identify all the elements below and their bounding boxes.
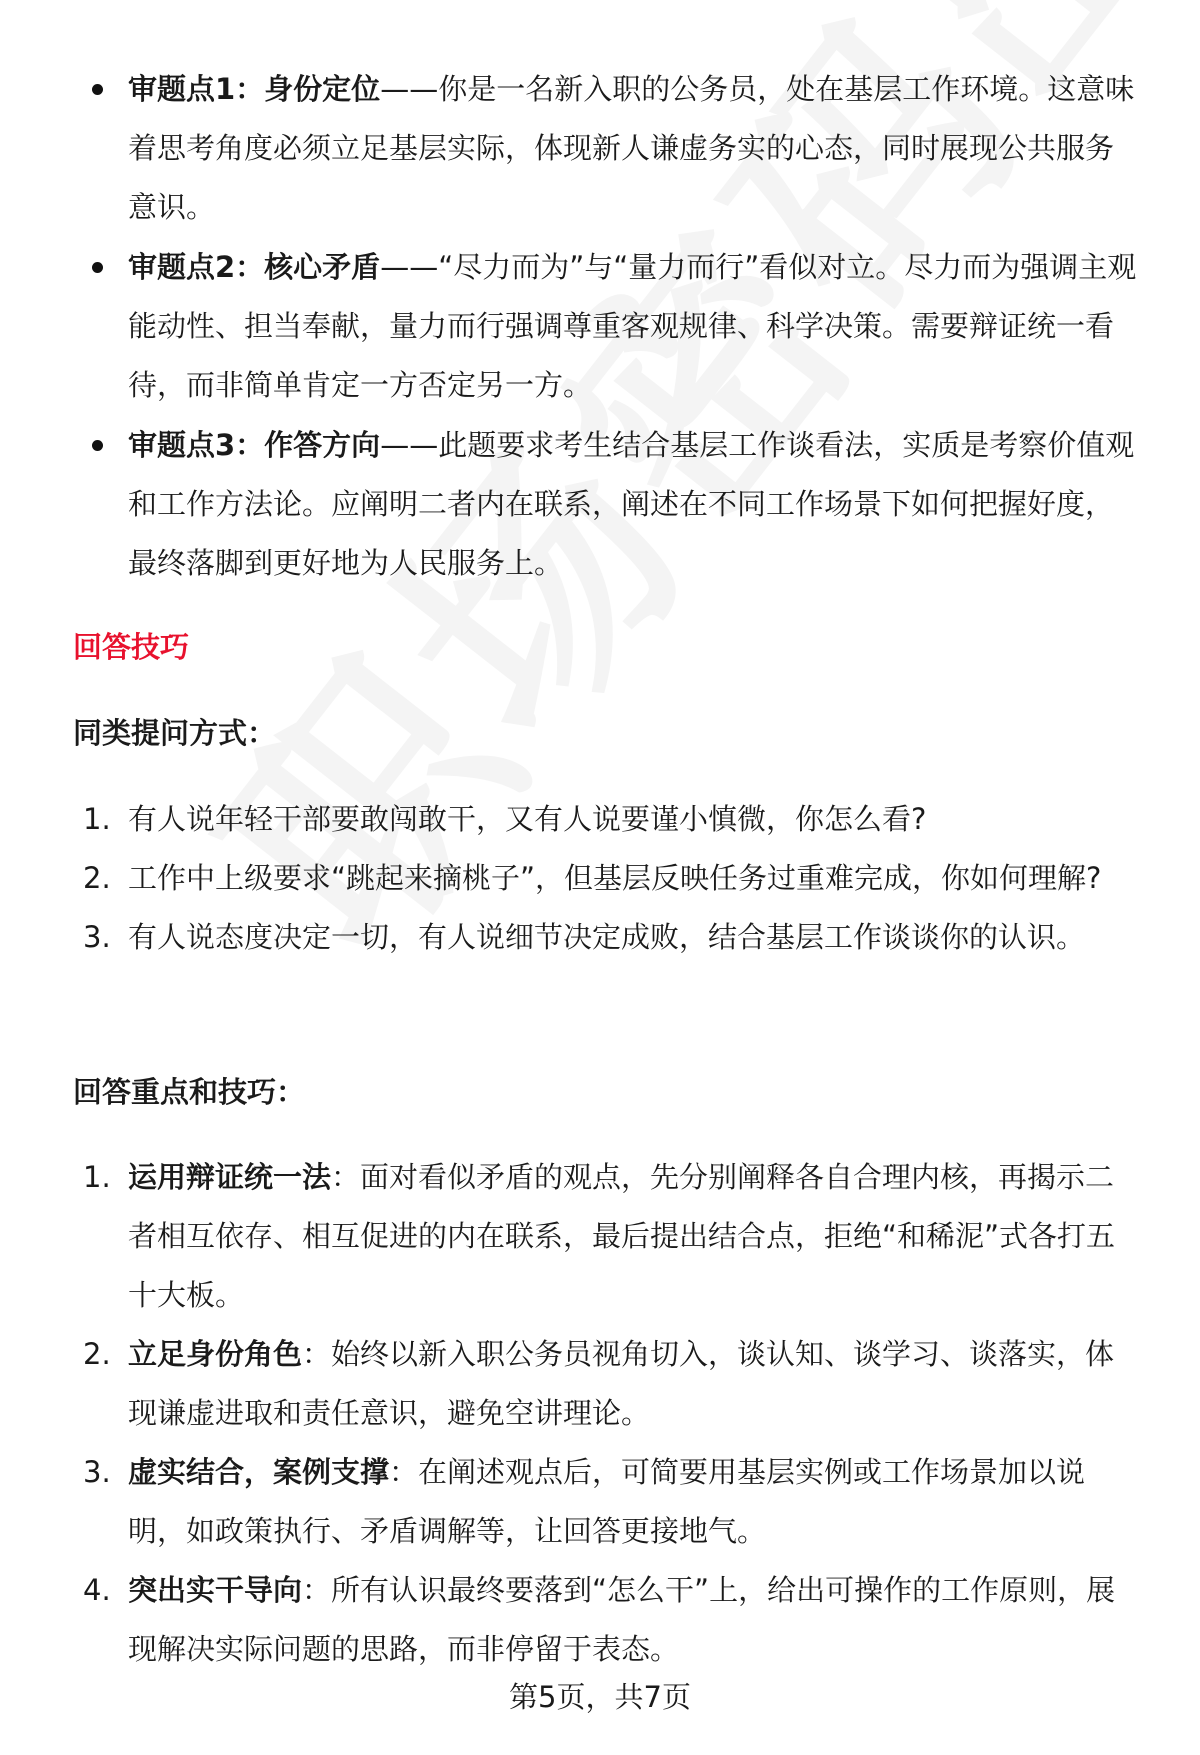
tip-label: 立足身份角色 [128,1337,303,1371]
page-number: 第5页，共7页 [509,1680,691,1714]
list-item [73,849,1143,908]
tip-text: ：面对看似矛盾的观点，先分别阐释各自合理内核，再揭示二者相互依存、相互促进的内在联系，最后提出结合点，拒绝“和稀泥”式各打五十大板。 [128,1160,1116,1312]
list-item [73,790,1143,849]
item-number: 2. [83,861,111,895]
tips-heading: 回答重点和技巧： [73,1075,306,1109]
analysis-points-list [92,60,1142,594]
tip-text: ：始终以新入职公务员视角切入，谈认知、谈学习、谈落实，体现谦虚进取和责任意识，避免空讲理论。 [128,1337,1115,1430]
tips-list [73,1148,1143,1679]
similar-questions-heading: 同类提问方式： [73,716,277,750]
list-item [73,1561,1143,1679]
list-item [92,60,1142,237]
list-item [73,1443,1143,1561]
list-item [73,1148,1143,1325]
item-number: 3. [83,920,111,954]
item-number: 1. [83,1160,111,1194]
tip-label: 运用辩证统一法 [128,1160,332,1194]
tip-label: 虚实结合，案例支撑 [128,1455,390,1489]
point-label: 审题点1：身份定位 [128,72,381,106]
item-text: 有人说年轻干部要敢闯敢干，又有人说要谨小慎微，你怎么看? [128,802,927,836]
point-label: 审题点2：核心矛盾 [128,250,381,284]
tip-text: ：所有认识最终要落到“怎么干”上，给出可操作的工作原则，展现解决实际问题的思路，而非停留于表态。 [128,1573,1116,1666]
list-item [92,416,1142,593]
item-text: 有人说态度决定一切，有人说细节决定成败，结合基层工作谈谈你的认识。 [128,920,1086,954]
tip-label: 突出实干导向 [128,1573,303,1607]
item-number: 3. [83,1455,111,1489]
section-title: 回答技巧 [73,630,190,664]
similar-questions-list [73,790,1143,967]
item-number: 2. [83,1337,111,1371]
item-number: 4. [83,1573,111,1607]
point-text: ——此题要求考生结合基层工作谈看法，实质是考察价值观和工作方法论。应阐明二者内在联系，阐述在不同工作场景下如何把握好度，最终落脚到更好地为人民服务上。 [128,428,1135,580]
tip-text: ：在阐述观点后，可简要用基层实例或工作场景加以说明，如政策执行、矛盾调解等，让回答更接地气。 [128,1455,1086,1548]
point-text: ——你是一名新入职的公务员，处在基层工作环境。这意味着思考角度必须立足基层实际，体现新人谦虚务实的心态，同时展现公共服务意识。 [128,72,1135,224]
list-item [73,908,1143,967]
list-item [73,1325,1143,1443]
bullet-icon [92,262,103,273]
item-number: 1. [83,802,111,836]
point-label: 审题点3：作答方向 [128,428,381,462]
point-text: ——“尽力而为”与“量力而行”看似对立。尽力而为强调主观能动性、担当奉献，量力而行强调尊重客观规律、科学决策。需要辩证统一看待，而非简单肯定一方否定另一方。 [128,250,1137,402]
item-text: 工作中上级要求“跳起来摘桃子”，但基层反映任务过重难完成，你如何理解? [128,861,1102,895]
bullet-icon [92,440,103,451]
list-item [92,238,1142,415]
bullet-icon [92,84,103,95]
